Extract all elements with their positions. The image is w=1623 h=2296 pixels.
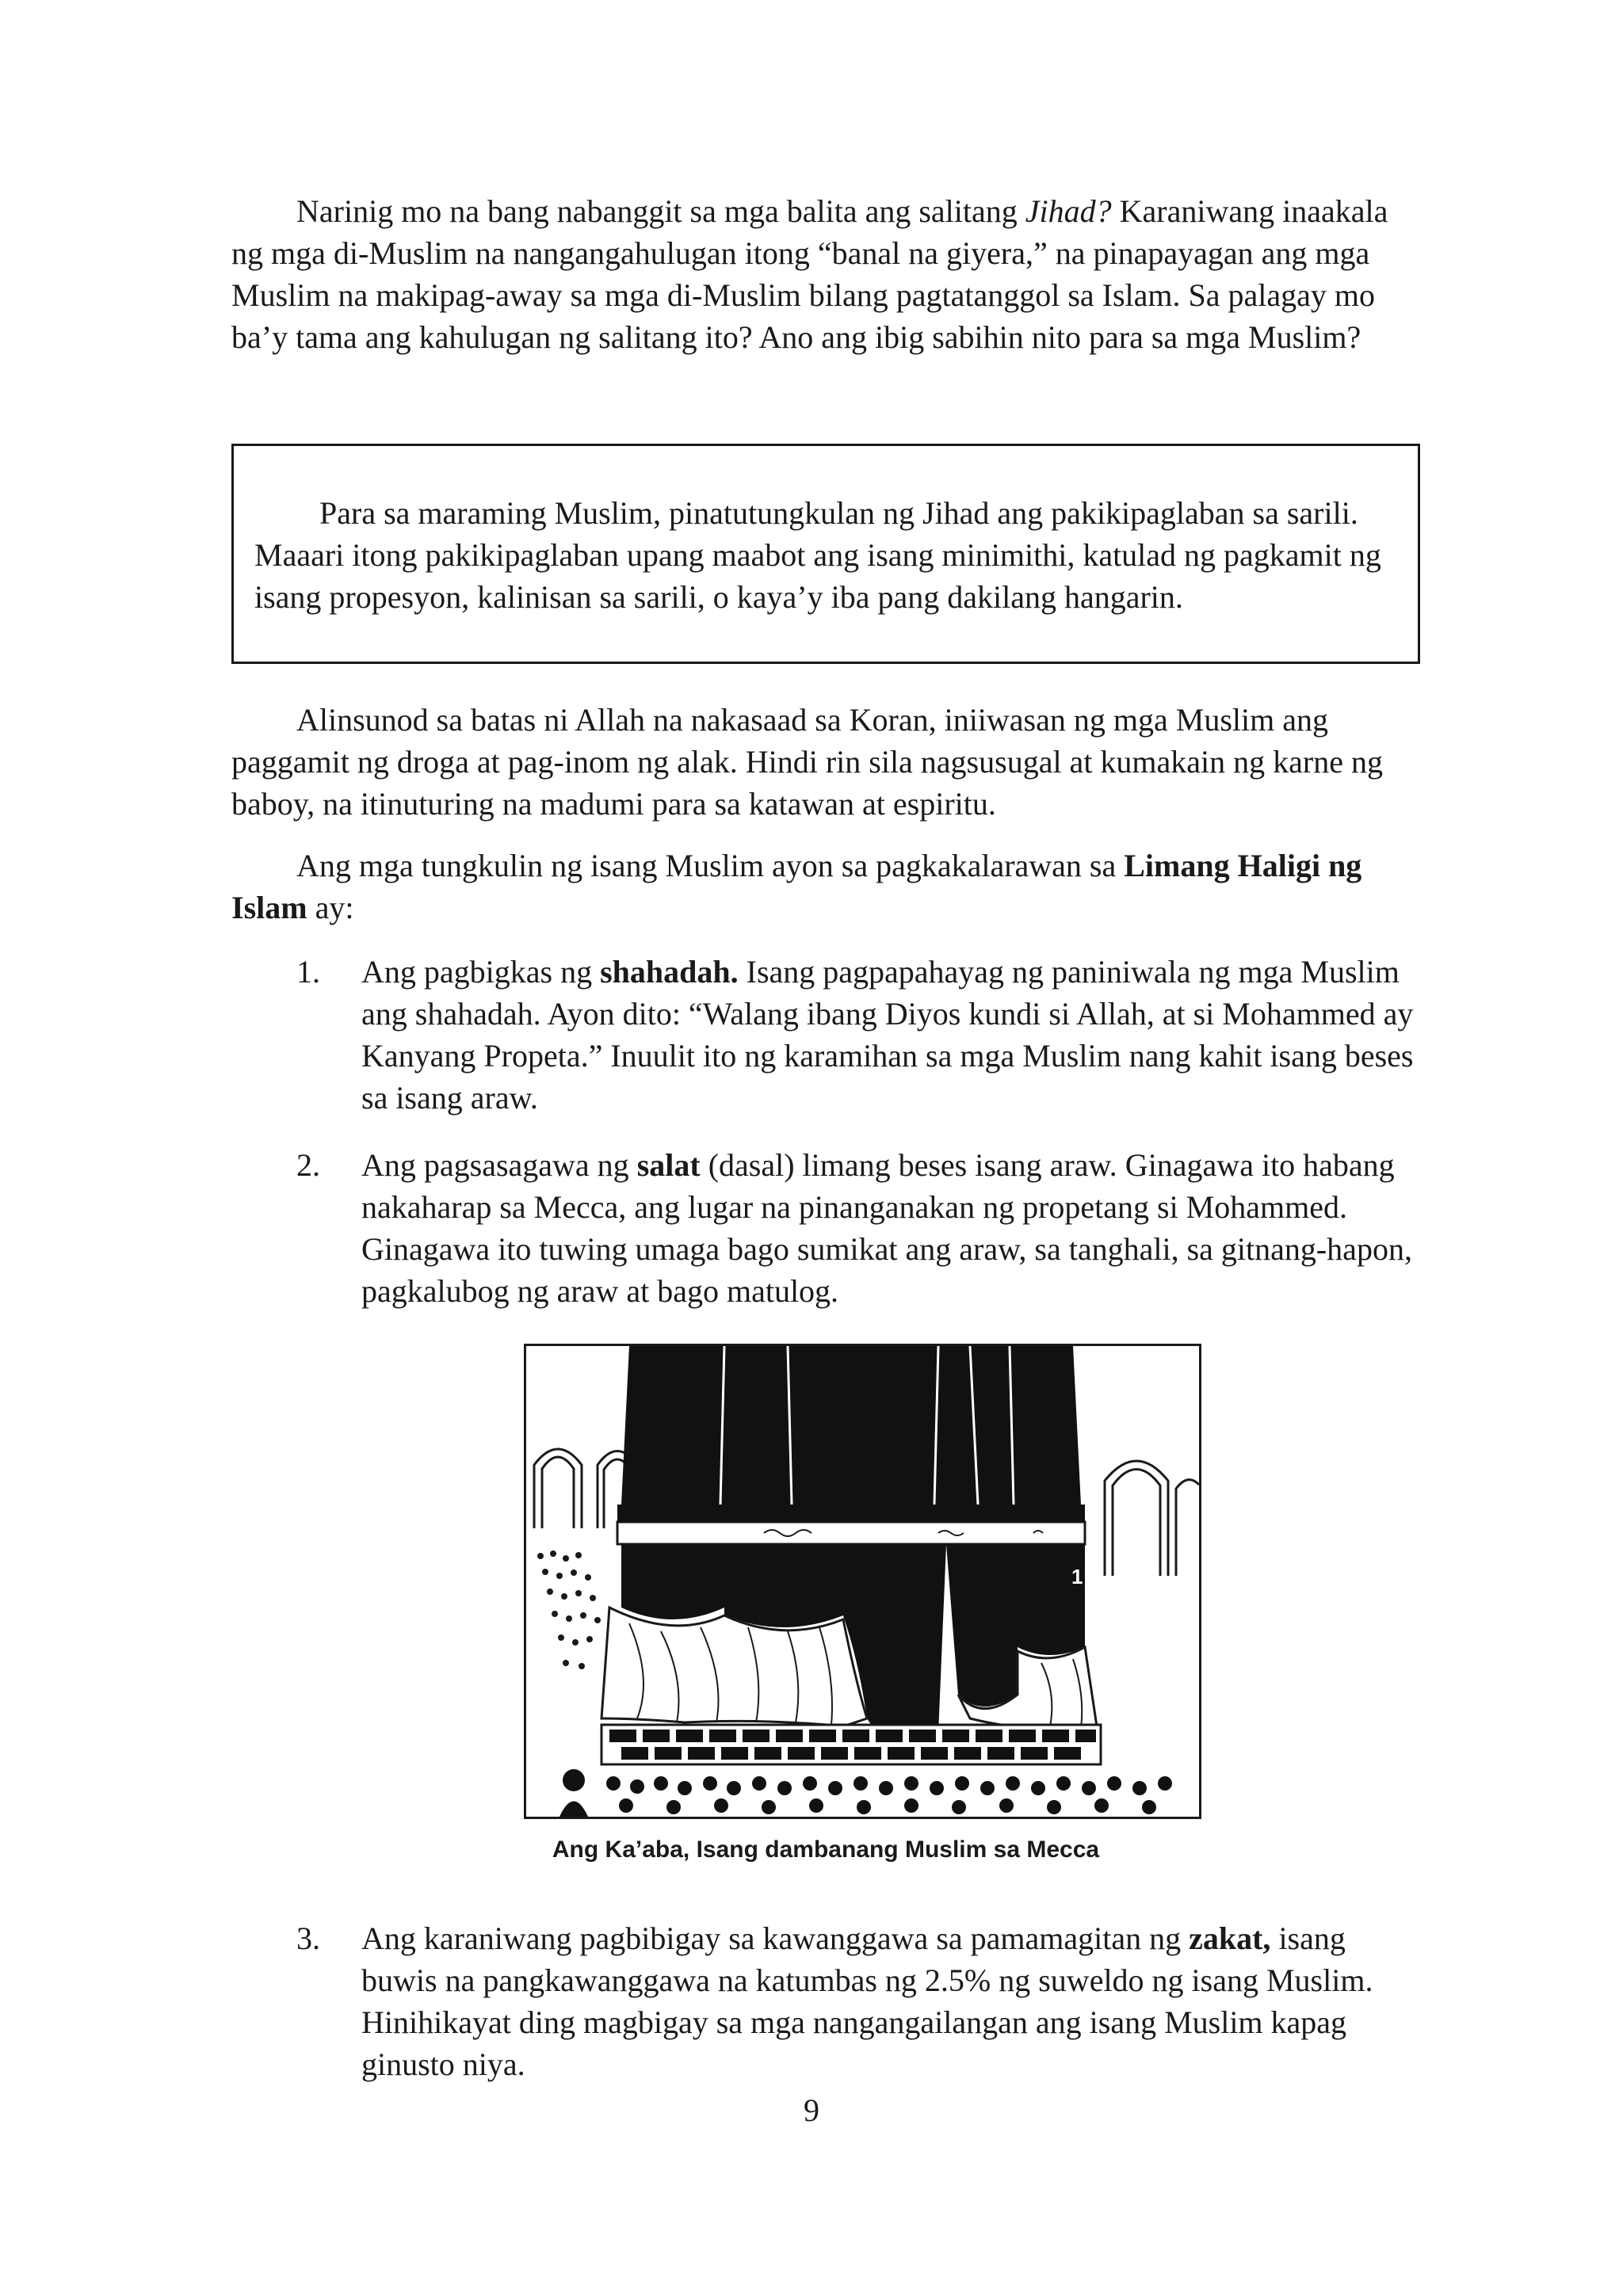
pillar-number: 2.	[296, 1147, 320, 1183]
jihad-term: Jihad?	[1025, 193, 1112, 229]
five-pillars-intro	[231, 845, 1420, 929]
pillar-term: salat	[636, 1147, 701, 1183]
pillar-text-start: Ang pagsasagawa ng	[361, 1147, 637, 1183]
pillar-number: 1.	[296, 954, 320, 990]
pillar-term: shahadah.	[600, 954, 739, 990]
pillar-number: 3.	[296, 1920, 320, 1956]
pillar-text-end: Isang pagpapahayag ng paniniwala ng mga Muslim ang shahadah. Ayon dito: “Walang ibang Diyos kundi si Allah, at si Mohammed ay Kanyang Propeta.” Inuulit ito ng karamihan sa mga Muslim nang kahit isang beses sa isang araw.	[361, 954, 1414, 1116]
jihad-definition-box	[231, 444, 1420, 664]
pillars-intro-start: Ang mga tungkulin ng isang Muslim ayon sa pagkakalarawan sa	[296, 848, 1125, 883]
jihad-definition-text: Para sa maraming Muslim, pinatutungkulan ng Jihad ang pakikipaglaban sa sarili. Maaari itong pakikipaglaban upang maabot ang isang minimithi, katulad ng pagkamit ng isang propesyon, kalinisan sa sarili, o kaya’y iba pang dakilang hangarin.	[254, 495, 1381, 615]
koran-law-text: Alinsunod sa batas ni Allah na nakasaad sa Koran, iniiwasan ng mga Muslim ang paggamit ng droga at pag-inom ng alak. Hindi rin sila nagsusugal at kumakain ng karne ng baboy, na itinuturing na madumi para sa katawan at espiritu.	[231, 702, 1383, 822]
brick-base	[601, 1725, 1101, 1764]
figure-label-digit: 1	[1071, 1565, 1083, 1589]
page-number: 9	[804, 2092, 819, 2128]
crowd-bottom	[542, 1769, 1183, 1817]
kiswa-cloth	[621, 1346, 1081, 1505]
pillar-term: zakat,	[1189, 1920, 1271, 1956]
koran-law-paragraph	[231, 699, 1420, 825]
figure-caption: Ang Ka’aba, Isang dambanang Muslim sa Mecca	[552, 1836, 1100, 1863]
five-pillars-term: Limang Haligi ng Islam	[231, 848, 1362, 925]
pillar-text-start: Ang pagbigkas ng	[361, 954, 601, 990]
intro-text-end: Karaniwang inaakala ng mga di-Muslim na nangangahulugan itong “banal na giyera,” na pinapayagan ang mga Muslim na makipag-away sa mga di-Muslim bilang pagtatanggol sa Islam. Sa palagay mo ba’y tama ang kahulugan ng salitang ito? Ano ang ibig sabihin nito para sa mga Muslim?	[231, 193, 1388, 355]
pillar-text-end: (dasal) limang beses isang araw. Ginagawa ito habang nakaharap sa Mecca, ang lugar na pinanganakan ng propetang si Mohammed. Ginagawa ito tuwing umaga bago sumikat ang araw, sa tanghali, sa gitnang-hapon, pagkalubog ng araw at bago matulog.	[361, 1147, 1412, 1309]
pillar-text-end: isang buwis na pangkawanggawa na katumbas ng 2.5% ng suweldo ng isang Muslim. Hinihikayat ding magbigay sa mga nangangailangan ang isang Muslim kapag ginusto niya.	[361, 1920, 1373, 2082]
pillars-intro-end: ay:	[307, 890, 354, 925]
intro-text-start: Narinig mo na bang nabanggit sa mga balita ang salitang	[296, 193, 1025, 229]
calligraphy-band	[617, 1505, 1085, 1544]
pillar-text-start: Ang karaniwang pagbibigay sa kawanggawa sa pamamagitan ng	[361, 1920, 1190, 1956]
kaaba-drawing	[526, 1346, 1199, 1817]
kaaba-illustration	[524, 1344, 1201, 1819]
intro-paragraph	[231, 190, 1420, 358]
